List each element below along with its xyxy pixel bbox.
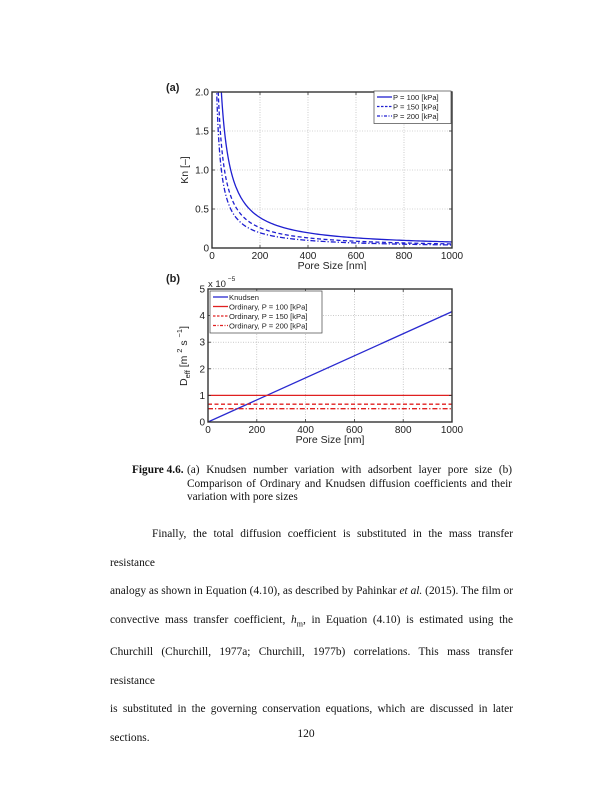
body-text-italic: et al.: [399, 585, 423, 597]
body-line: [110, 577, 513, 606]
figure-caption: [132, 464, 512, 505]
x-tick-label: 200: [251, 251, 269, 262]
x-tick-label: 0: [209, 251, 215, 262]
y-tick-label: 0: [199, 417, 205, 429]
x-tick-label: 200: [248, 425, 266, 436]
body-text-run: (2015). The film or: [422, 585, 513, 597]
y-tick-label: 0: [203, 243, 209, 255]
symbol-subscript-m: m: [296, 618, 303, 628]
body-text-run: analogy as shown in Equation (4.10), as described by Pahinkar: [110, 585, 400, 597]
body-line: sections.: [110, 731, 150, 744]
legend-entry: Ordinary, P = 100 [kPa]: [229, 302, 308, 312]
y-tick-label: 2: [199, 364, 205, 376]
body-paragraph: [110, 520, 513, 752]
x-tick-label: 1000: [440, 425, 464, 436]
body-line: Finally, the total diffusion coefficient is substituted in the mass transfer resistance: [110, 528, 513, 569]
body-line: Churchill (Churchill, 1977a; Churchill, 1977b) correlations. This mass transfer resistance: [110, 646, 513, 687]
x-tick-label: 400: [299, 251, 317, 262]
legend-entry: Ordinary, P = 150 [kPa]: [229, 312, 308, 321]
legend-entry: Knudsen: [229, 293, 259, 302]
body-line: is substituted in the governing conservation equations, which are discussed in later: [110, 703, 513, 716]
diffusion-coefficient-chart: [166, 273, 464, 446]
caption-line: Comparison of Ordinary and Knudsen diffusion coefficients and their: [187, 477, 512, 490]
x-tick-label: 800: [394, 425, 412, 436]
body-text-run: , in Equation (4.10) is estimated using the: [302, 613, 514, 626]
x-tick-label: 800: [395, 251, 413, 262]
y-scale-annotation: x 10 $^{-5}$: [208, 276, 236, 290]
panel-b-label: (b): [166, 273, 181, 285]
y-tick-label: 2.0: [195, 87, 209, 99]
x-tick-label: 600: [347, 251, 365, 262]
body-line: [110, 606, 513, 639]
x-tick-label: 600: [346, 425, 363, 436]
panel-a-label: (a): [166, 82, 180, 94]
legend-entry: Ordinary, P = 200 [kPa]: [229, 321, 308, 331]
y-axis-label: Kn [–]: [179, 156, 191, 184]
x-tick-label: 0: [205, 425, 211, 436]
y-tick-label: 1: [199, 390, 205, 402]
y-tick-label: 1.0: [195, 165, 209, 177]
caption-line: variation with pore sizes: [187, 491, 298, 504]
y-tick-label: 3: [199, 337, 205, 349]
legend-entry: P = 200 [kPa]: [393, 112, 439, 121]
caption-line: (a) Knudsen number variation with adsorbent layer pore size (b): [187, 464, 512, 476]
x-axis-label: Pore Size [nm]: [295, 434, 365, 446]
x-axis-label: Pore Size [nm]: [297, 260, 367, 270]
figure-caption-label: Figure 4.6.: [132, 464, 184, 476]
y-tick-label: 1.5: [195, 126, 209, 138]
y-tick-label: 0.5: [195, 204, 209, 216]
legend-entry: P = 100 [kPa]: [393, 93, 439, 102]
legend-entry: P = 150 [kPa]: [393, 102, 439, 112]
x-tick-label: 400: [297, 425, 314, 436]
body-text-run: convective mass transfer coefficient,: [110, 613, 292, 626]
x-tick-label: 1000: [440, 251, 464, 262]
figure-caption-text: [187, 464, 512, 505]
page-number: 120: [297, 728, 315, 740]
symbol-h: h: [291, 613, 297, 626]
y-tick-label: 5: [199, 284, 205, 296]
y-tick-label: 4: [199, 311, 205, 323]
y-axis-label: $D_{eff}$ [m $^2$ s $^{-1}$]: [175, 325, 192, 387]
